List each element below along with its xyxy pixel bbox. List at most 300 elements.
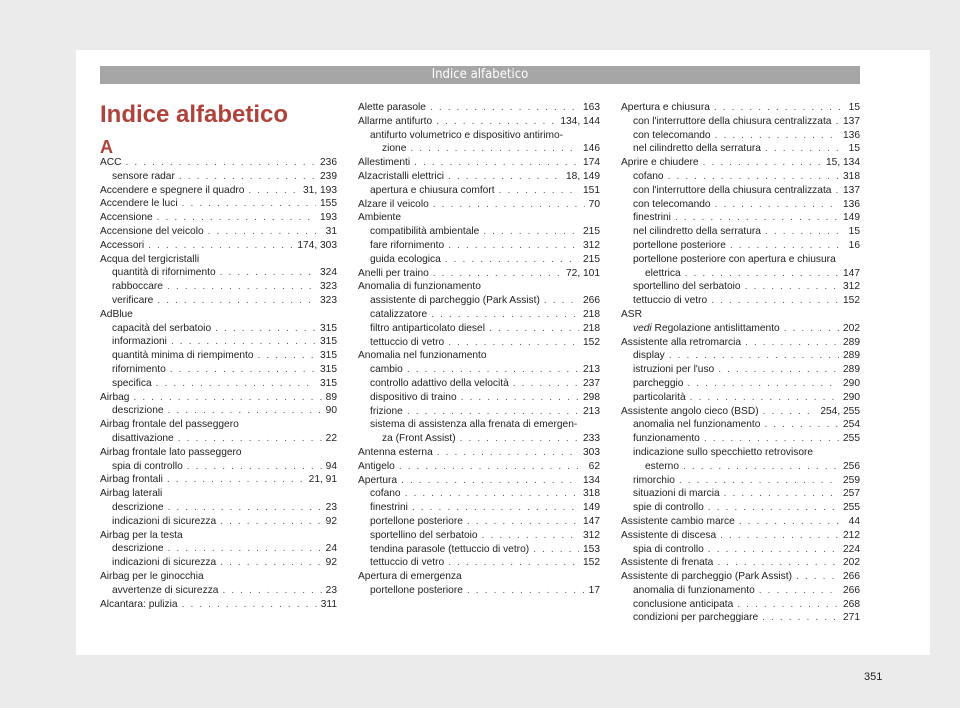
index-entry [358, 267, 600, 281]
dot-leader [407, 363, 579, 377]
entry-page-ref: 23 [325, 501, 337, 513]
entry-page-ref: 254, 255 [820, 405, 860, 417]
entry-term: disattivazione [112, 432, 174, 444]
dot-leader [460, 432, 579, 446]
index-entry [100, 225, 337, 239]
index-entry [621, 543, 860, 557]
entry-term: Airbag frontali [100, 474, 163, 486]
index-entry [100, 377, 337, 391]
dot-leader [220, 266, 316, 280]
entry-page-ref: 318 [583, 488, 600, 500]
dot-leader [410, 142, 579, 156]
index-heading: Ambiente [358, 212, 402, 224]
entry-term: indicazioni di sicurezza [112, 557, 217, 569]
dot-leader [690, 391, 839, 405]
dot-leader [533, 543, 579, 557]
dot-leader [187, 460, 322, 474]
index-heading: antifurto volumetrico e dispositivo antirimo- [370, 129, 564, 141]
entry-term: Alzacristalli elettrici [358, 170, 445, 182]
dot-leader [215, 322, 316, 336]
entry-page-ref: 254 [843, 419, 860, 431]
entry-term: Allestimenti [358, 157, 411, 169]
dot-leader [489, 322, 579, 336]
index-entry [621, 584, 860, 598]
entry-term: con telecomando [633, 129, 711, 141]
index-entry [100, 197, 337, 211]
entry-page-ref: 224 [843, 543, 860, 555]
dot-leader [715, 198, 839, 212]
dot-leader [745, 280, 839, 294]
entry-page-ref: 22 [325, 432, 337, 444]
entry-page-ref: 266 [843, 584, 860, 596]
dot-leader [717, 556, 839, 570]
dot-leader [414, 156, 579, 170]
entry-page-ref: 152 [583, 557, 600, 569]
entry-term: rabboccare [112, 281, 163, 293]
entry-page-ref: 257 [843, 488, 860, 500]
dot-leader [220, 515, 321, 529]
index-entry [621, 432, 860, 446]
entry-term: sportellino del serbatoio [370, 529, 478, 541]
index-entry [621, 418, 860, 432]
entry-term: quantità di rifornimento [112, 267, 216, 279]
dot-leader [405, 487, 579, 501]
entry-term: avvertenze di sicurezza [112, 584, 219, 596]
dot-leader [764, 418, 839, 432]
dot-leader [687, 377, 839, 391]
entry-term: controllo adattivo della velocità [370, 377, 509, 389]
index-entry [100, 473, 337, 487]
index-entry [358, 501, 600, 515]
index-entry [358, 556, 600, 570]
entry-page-ref: 136 [843, 129, 860, 141]
entry-term: Assistente di frenata [621, 557, 714, 569]
dot-leader [483, 225, 579, 239]
entry-page-ref: 290 [843, 377, 860, 389]
entry-term: filtro antiparticolato diesel [370, 322, 485, 334]
dot-leader [482, 529, 579, 543]
see-reference-label: vedi [633, 322, 652, 334]
index-entry [100, 184, 337, 198]
entry-term-text: Regolazione antislittamento [654, 322, 780, 334]
entry-term: ACC [100, 157, 122, 168]
entry-term: descrizione [112, 501, 164, 513]
index-entry [621, 529, 860, 543]
entry-term: guida ecologica [370, 253, 441, 265]
entry-term: Alzare il veicolo [358, 198, 429, 210]
dot-leader [126, 156, 316, 170]
index-entry [358, 198, 600, 212]
index-entry [100, 363, 337, 377]
dot-leader [467, 584, 585, 598]
index-entry [621, 487, 860, 501]
dot-leader [765, 142, 845, 156]
entry-term: cofano [370, 488, 401, 500]
index-entry [100, 404, 337, 418]
entry-term: Antenna esterna [358, 446, 433, 458]
entry-term: Accendere le luci [100, 198, 178, 210]
dot-leader [739, 515, 845, 529]
entry-page-ref: 215 [583, 226, 600, 238]
dot-leader [759, 584, 839, 598]
entry-term: quantità minima di riempimento [112, 350, 254, 362]
entry-term: finestrini [633, 212, 671, 224]
dot-leader [765, 225, 845, 239]
entry-page-ref: 271 [843, 612, 860, 624]
entry-page-ref: 147 [843, 267, 860, 279]
entry-page-ref: 266 [583, 295, 600, 307]
entry-term: con telecomando [633, 198, 711, 210]
entry-term: tettuccio di vetro [370, 336, 445, 348]
index-entry [358, 543, 600, 557]
index-entry [621, 280, 860, 294]
dot-leader [513, 377, 579, 391]
index-entry [621, 115, 860, 129]
entry-term: frizione [370, 405, 403, 417]
entry-page-ref: 15, 134 [826, 157, 860, 169]
index-heading: Airbag laterali [100, 488, 163, 500]
dot-leader [499, 184, 579, 198]
index-entry [358, 432, 600, 446]
entry-page-ref: 149 [583, 502, 600, 514]
dot-leader [248, 184, 299, 198]
index-entry [358, 253, 600, 267]
index-entry [358, 308, 600, 322]
dot-leader [448, 239, 579, 253]
entry-term: situazioni di marcia [633, 488, 720, 500]
entry-term: parcheggio [633, 377, 684, 389]
entry-term: capacità del serbatoio [112, 322, 212, 334]
dot-leader [724, 487, 839, 501]
index-entry [621, 391, 860, 405]
index-entry [100, 156, 337, 170]
entry-page-ref: 137 [843, 115, 860, 127]
entry-page-ref: 315 [320, 377, 337, 389]
index-entry [100, 584, 337, 598]
index-column-1 [100, 156, 337, 611]
entry-term: indicazioni di sicurezza [112, 515, 217, 527]
dot-leader [448, 336, 579, 350]
entry-term: zione [382, 143, 407, 155]
entry-term: sportellino del serbatoio [633, 281, 741, 293]
entry-page-ref: 315 [320, 336, 337, 348]
entry-term: assistente di parcheggio (Park Assist) [370, 295, 540, 307]
dot-leader [720, 529, 839, 543]
entry-term: Accessori [100, 239, 145, 251]
entry-page-ref: 266 [843, 571, 860, 583]
entry-term: display [633, 350, 665, 362]
entry-term: portellone posteriore [370, 515, 463, 527]
dot-leader [704, 432, 839, 446]
index-entry [621, 267, 860, 281]
entry-page-ref: 202 [843, 557, 860, 569]
index-entry [358, 142, 600, 156]
entry-page-ref: 92 [325, 557, 337, 569]
entry-term: fare rifornimento [370, 239, 445, 251]
index-entry [358, 474, 600, 488]
index-heading: AdBlue [100, 308, 133, 320]
entry-term: Antigelo [358, 460, 395, 472]
entry-term: za (Front Assist) [382, 433, 456, 445]
entry-page-ref: 256 [843, 460, 860, 472]
index-entry [100, 460, 337, 474]
index-entry [621, 211, 860, 225]
entry-page-ref: 149 [843, 212, 860, 224]
index-heading: Acqua del tergicristalli [100, 253, 200, 265]
dot-leader [718, 363, 839, 377]
entry-page-ref: 289 [843, 336, 860, 348]
index-entry [358, 322, 600, 336]
entry-term: Alcantara: pulizia [100, 598, 178, 610]
index-entry [621, 142, 860, 156]
entry-term: spia di controllo [112, 460, 183, 472]
entry-term: Assistente alla retromarcia [621, 336, 742, 348]
entry-page-ref: 239 [320, 170, 337, 182]
dot-leader [412, 501, 579, 515]
index-entry [358, 446, 600, 460]
index-heading: Anomalia nel funzionamento [358, 350, 487, 362]
index-entry [358, 391, 600, 405]
entry-term: anomalia nel funzionamento [633, 419, 761, 431]
entry-page-ref: 315 [320, 363, 337, 375]
index-entry [100, 335, 337, 349]
dot-leader [156, 377, 316, 391]
entry-term [633, 322, 780, 336]
index-entry [100, 432, 337, 446]
entry-page-ref: 31 [325, 225, 337, 237]
entry-page-ref: 16 [848, 239, 860, 251]
index-heading: Airbag per le ginocchia [100, 570, 204, 582]
index-heading: Airbag per la testa [100, 529, 183, 541]
index-entry [621, 515, 860, 529]
entry-term: Apertura [358, 474, 398, 486]
index-entry [358, 239, 600, 253]
entry-term: conclusione anticipata [633, 598, 734, 610]
entry-term: esterno [645, 460, 679, 472]
dot-leader [222, 584, 321, 598]
dot-leader [433, 267, 562, 281]
dot-leader [167, 473, 305, 487]
dot-leader [436, 115, 556, 129]
index-entry [621, 570, 860, 584]
entry-page-ref: 18, 149 [566, 170, 600, 182]
entry-term: con l'interruttore della chiusura centralizzata [633, 115, 832, 127]
index-entry [100, 598, 337, 612]
entry-term: Airbag [100, 391, 130, 403]
dot-leader [171, 335, 316, 349]
entry-page-ref: 237 [583, 377, 600, 389]
dot-leader [401, 474, 579, 488]
index-entry [621, 129, 860, 143]
dot-leader [835, 115, 839, 129]
entry-term: Alette parasole [358, 102, 426, 113]
entry-page-ref: 21, 91 [308, 474, 337, 486]
dot-leader [179, 170, 316, 184]
index-heading: sistema di assistenza alla frenata di emergen- [370, 419, 578, 431]
index-entry [621, 349, 860, 363]
index-entry [621, 239, 860, 253]
index-entry [358, 487, 600, 501]
dot-leader [430, 101, 579, 115]
index-entry [358, 184, 600, 198]
entry-page-ref: 44 [848, 515, 860, 527]
entry-page-ref: 324 [320, 267, 337, 279]
dot-leader [762, 611, 839, 625]
entry-page-ref: 136 [843, 198, 860, 210]
entry-term: tettuccio di vetro [633, 295, 708, 307]
dot-leader [148, 239, 293, 253]
dot-leader [708, 501, 839, 515]
dot-leader [730, 239, 845, 253]
entry-term: cambio [370, 364, 403, 376]
entry-term: sensore radar [112, 170, 175, 182]
dot-leader [461, 391, 579, 405]
index-entry [100, 280, 337, 294]
entry-term: catalizzatore [370, 308, 428, 320]
entry-page-ref: 174, 303 [297, 239, 337, 251]
entry-page-ref: 290 [843, 391, 860, 403]
entry-page-ref: 174 [583, 157, 600, 169]
index-entry [100, 322, 337, 336]
index-entry [358, 460, 600, 474]
dot-leader [467, 515, 579, 529]
dot-leader [431, 308, 579, 322]
index-entry [358, 156, 600, 170]
entry-page-ref: 311 [320, 598, 337, 610]
entry-term: specifica [112, 377, 152, 389]
index-entry [358, 515, 600, 529]
index-entry [358, 294, 600, 308]
entry-page-ref: 137 [843, 184, 860, 196]
entry-page-ref: 90 [325, 405, 337, 417]
dot-leader [714, 101, 845, 115]
index-entry [100, 391, 337, 405]
index-entry [100, 211, 337, 225]
dot-leader [745, 336, 839, 350]
index-entry [621, 363, 860, 377]
entry-term: informazioni [112, 336, 167, 348]
dot-leader [178, 432, 322, 446]
index-entry [358, 363, 600, 377]
entry-term: anomalia di funzionamento [633, 584, 755, 596]
entry-term: nel cilindretto della serratura [633, 143, 761, 155]
entry-page-ref: 17 [588, 584, 600, 596]
dot-leader [835, 184, 839, 198]
entry-term: tendina parasole (tettuccio di vetro) [370, 543, 530, 555]
index-heading: ASR [621, 308, 642, 320]
index-entry [621, 598, 860, 612]
dot-leader [668, 170, 839, 184]
index-column-2 [358, 101, 600, 598]
entry-page-ref: 72, 101 [566, 267, 600, 279]
index-entry [100, 501, 337, 515]
entry-term: Assistente di parcheggio (Park Assist) [621, 571, 792, 583]
dot-leader [715, 129, 839, 143]
entry-page-ref: 268 [843, 598, 860, 610]
entry-page-ref: 315 [320, 350, 337, 362]
index-entry [100, 294, 337, 308]
index-heading: Anomalia di funzionamento [358, 281, 481, 293]
entry-page-ref: 213 [583, 405, 600, 417]
index-entry [358, 170, 600, 184]
dot-leader [708, 543, 839, 557]
index-entry [100, 266, 337, 280]
index-entry [358, 529, 600, 543]
dot-leader [407, 405, 579, 419]
entry-term: Anelli per traino [358, 267, 429, 279]
entry-term: verificare [112, 294, 154, 306]
entry-term: descrizione [112, 543, 164, 555]
dot-leader [675, 211, 839, 225]
index-entry [621, 501, 860, 515]
index-entry [621, 336, 860, 350]
entry-page-ref: 215 [583, 253, 600, 265]
index-entry [621, 322, 860, 336]
entry-page-ref: 303 [583, 446, 600, 458]
dot-leader [133, 391, 321, 405]
entry-page-ref: 312 [583, 239, 600, 251]
entry-term: dispositivo di traino [370, 391, 457, 403]
entry-page-ref: 152 [843, 295, 860, 307]
index-column-3 [621, 101, 860, 625]
index-heading: indicazione sullo specchietto retrovisore [633, 446, 814, 458]
entry-page-ref: 31, 193 [303, 184, 337, 196]
dot-leader [182, 197, 316, 211]
entry-page-ref: 146 [583, 143, 600, 155]
dot-leader [399, 460, 585, 474]
dot-leader [784, 322, 839, 336]
entry-term: apertura e chiusura comfort [370, 184, 495, 196]
entry-page-ref: 289 [843, 350, 860, 362]
entry-page-ref: 151 [583, 184, 600, 196]
entry-page-ref: 255 [843, 433, 860, 445]
entry-term: Apertura e chiusura [621, 102, 710, 113]
dot-leader [703, 156, 822, 170]
entry-term: particolarità [633, 391, 686, 403]
index-entry [621, 184, 860, 198]
index-entry [358, 336, 600, 350]
dot-leader [737, 598, 839, 612]
page-number: 351 [864, 671, 883, 683]
dot-leader [167, 280, 316, 294]
dot-leader [168, 404, 322, 418]
entry-term: con l'interruttore della chiusura centralizzata [633, 184, 832, 196]
entry-page-ref: 155 [320, 198, 337, 210]
dot-leader [796, 570, 839, 584]
index-heading: Apertura di emergenza [358, 571, 462, 583]
dot-leader [220, 556, 321, 570]
index-entry [100, 239, 337, 253]
dot-leader [763, 405, 817, 419]
entry-page-ref: 236 [320, 157, 337, 168]
entry-page-ref: 255 [843, 502, 860, 514]
dot-leader [170, 363, 316, 377]
entry-term: funzionamento [633, 433, 700, 445]
dot-leader [679, 474, 839, 488]
entry-page-ref: 70 [588, 198, 600, 210]
index-entry [358, 377, 600, 391]
entry-page-ref: 152 [583, 336, 600, 348]
entry-page-ref: 163 [583, 102, 600, 113]
entry-page-ref: 134, 144 [560, 115, 600, 127]
entry-term: Accensione del veicolo [100, 225, 204, 237]
entry-term: rifornimento [112, 363, 166, 375]
dot-leader [182, 598, 317, 612]
dot-leader [711, 294, 839, 308]
entry-page-ref: 134 [583, 474, 600, 486]
dot-leader [258, 349, 316, 363]
entry-page-ref: 312 [843, 281, 860, 293]
